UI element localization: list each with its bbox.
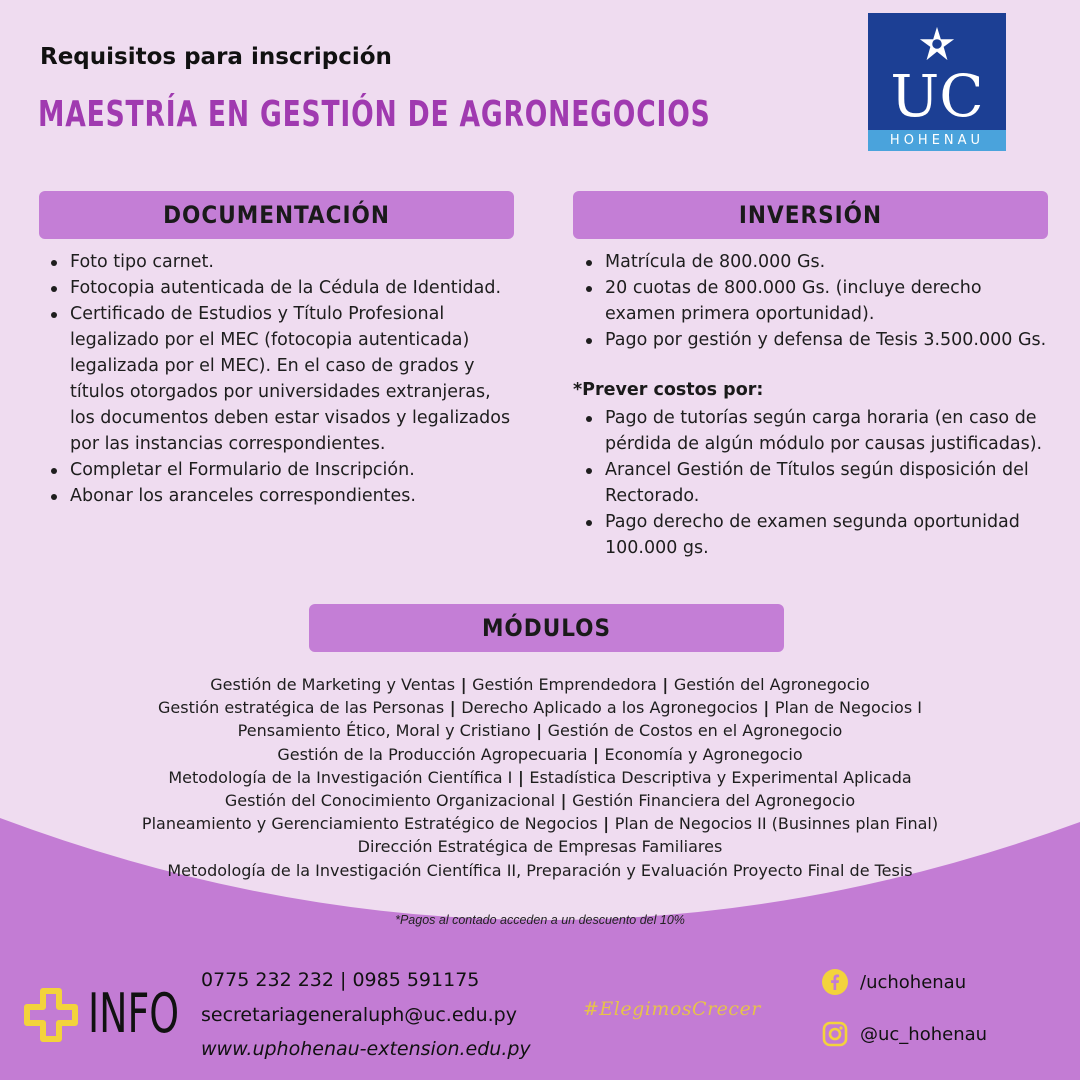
module-item: Gestión de Costos en el Agronegocio xyxy=(547,721,843,741)
instagram-icon xyxy=(822,1021,848,1047)
plus-icon xyxy=(24,988,78,1042)
discount-note: *Pagos al contado acceden a un descuento del 10% xyxy=(395,913,685,927)
module-item: Metodología de la Investigación Científica II, Preparación y Evaluación Proyecto Final de Tesis xyxy=(167,860,913,880)
list-item: Completar el Formulario de Inscripción. xyxy=(48,457,518,483)
module-item: Gestión de Marketing y Ventas xyxy=(210,675,456,694)
prever-costos-list xyxy=(583,405,1053,561)
module-separator: | xyxy=(757,698,775,718)
module-line xyxy=(0,719,1080,742)
module-separator: | xyxy=(587,744,605,764)
module-separator: | xyxy=(512,767,530,787)
logo-text: UC xyxy=(890,62,984,130)
module-line xyxy=(0,812,1080,835)
module-line xyxy=(0,673,1080,696)
list-item: Certificado de Estudios y Título Profesional legalizado por el MEC (fotocopia autenticada) legalizada por el MEC). En el caso de grados y títulos otorgados por universidades extranjeras, los documentos deben estar visados y legalizados por las instancias correspondientes. xyxy=(48,301,518,457)
pre-title: Requisitos para inscripción xyxy=(40,44,392,70)
module-separator: | xyxy=(555,791,573,811)
module-line xyxy=(0,789,1080,812)
facebook-link[interactable] xyxy=(822,967,966,997)
email-link[interactable]: secretariageneraluph@uc.edu.py xyxy=(201,1004,517,1026)
list-item: Arancel Gestión de Títulos según disposición del Rectorado. xyxy=(583,457,1053,509)
module-item: Estadística Descriptiva y Experimental Aplicada xyxy=(529,767,912,787)
module-line xyxy=(0,743,1080,766)
documentacion-list xyxy=(48,249,518,509)
module-line xyxy=(0,859,1080,882)
instagram-handle: @uc_hohenau xyxy=(860,1023,988,1045)
module-item: Gestión estratégica de las Personas xyxy=(158,698,445,718)
module-item: Dirección Estratégica de Empresas Familiares xyxy=(357,837,723,857)
module-item: Pensamiento Ético, Moral y Cristiano xyxy=(237,721,531,741)
hashtag: #ElegimosCrecer xyxy=(583,998,761,1020)
prever-costos-label: *Prever costos por: xyxy=(573,380,764,400)
module-separator: | xyxy=(530,721,548,741)
list-item: Fotocopia autenticada de la Cédula de Identidad. xyxy=(48,275,518,301)
module-separator: | xyxy=(444,698,462,718)
module-item: Metodología de la Investigación Científica I xyxy=(168,767,513,787)
list-item: Pago por gestión y defensa de Tesis 3.500.000 Gs. xyxy=(583,327,1053,353)
modulos-list xyxy=(0,673,1080,882)
module-line xyxy=(0,696,1080,719)
module-item: Economía y Agronegocio xyxy=(604,744,803,764)
module-item: Gestión Emprendedora xyxy=(472,675,657,694)
list-item: Pago derecho de examen segunda oportunidad 100.000 gs. xyxy=(583,509,1053,561)
module-item: Plan de Negocios II (Businnes plan Final) xyxy=(614,814,939,834)
star-icon xyxy=(918,25,956,63)
uc-hohenau-logo xyxy=(868,13,1006,151)
inversion-list xyxy=(583,249,1053,353)
module-item: Gestión del Conocimiento Organizacional xyxy=(224,791,556,811)
facebook-handle: /uchohenau xyxy=(860,971,967,993)
info-label: INFO xyxy=(88,982,180,1045)
documentacion-heading: DOCUMENTACIÓN xyxy=(39,191,514,239)
list-item: Matrícula de 800.000 Gs. xyxy=(583,249,1053,275)
phone-numbers: 0775 232 232 | 0985 591175 xyxy=(201,969,480,991)
list-item: 20 cuotas de 800.000 Gs. (incluye derecho examen primera oportunidad). xyxy=(583,275,1053,327)
module-separator: | xyxy=(656,675,674,694)
logo-subtitle: HOHENAU xyxy=(868,130,1006,151)
list-item: Abonar los aranceles correspondientes. xyxy=(48,483,518,509)
website-link[interactable]: www.uphohenau-extension.edu.py xyxy=(201,1038,531,1060)
module-item: Gestión del Agronegocio xyxy=(673,675,870,694)
modulos-heading: MÓDULOS xyxy=(309,604,784,652)
module-item: Gestión Financiera del Agronegocio xyxy=(572,791,856,811)
module-separator: | xyxy=(597,814,615,834)
list-item: Foto tipo carnet. xyxy=(48,249,518,275)
instagram-link[interactable] xyxy=(822,1019,987,1049)
inversion-heading: INVERSIÓN xyxy=(573,191,1048,239)
page-title: MAESTRÍA EN GESTIÓN DE AGRONEGOCIOS xyxy=(38,94,711,135)
module-separator: | xyxy=(455,675,473,694)
module-item: Plan de Negocios I xyxy=(774,698,922,718)
module-item: Planeamiento y Gerenciamiento Estratégico de Negocios xyxy=(141,814,598,834)
module-item: Derecho Aplicado a los Agronegocios xyxy=(461,698,758,718)
module-item: Gestión de la Producción Agropecuaria xyxy=(277,744,588,764)
module-line xyxy=(0,835,1080,858)
list-item: Pago de tutorías según carga horaria (en caso de pérdida de algún módulo por causas justificadas). xyxy=(583,405,1053,457)
module-line xyxy=(0,766,1080,789)
facebook-icon xyxy=(822,969,848,995)
